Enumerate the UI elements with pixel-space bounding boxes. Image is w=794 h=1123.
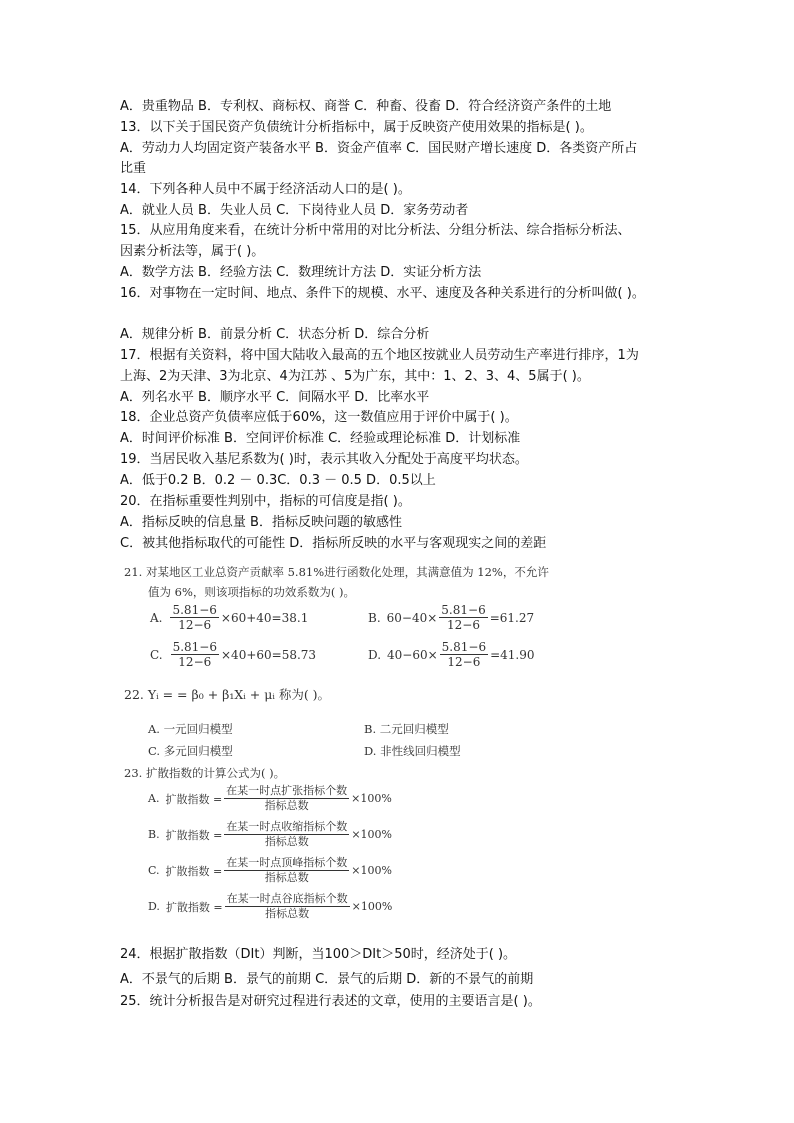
q14-options: A．就业人员 B．失业人员 C．下岗待业人员 D．家务劳动者	[120, 203, 469, 218]
q16-options: A．规律分析 B．前景分析 C．状态分析 D．综合分析	[120, 327, 430, 342]
q16-stem: 16．对事物在一定时间、地点、条件下的规模、水平、速度及各种关系进行的分析叫做( )。	[120, 286, 645, 301]
q23-option-a: A. 扩散指数 = $\frac{\text{在某一时点扩张指标个数}}{\text{指标总数}}$ ×100%	[148, 784, 392, 812]
q23-stem: 23. 扩散指数的计算公式为( )。	[124, 766, 286, 780]
q24-stem: 24．根据扩散指数（DIt）判断，当100＞DIt＞50时，经济处于( )。	[120, 947, 517, 962]
q17-stem: 17．根据有关资料，将中国大陆收入最高的五个地区按就业人员劳动生产率进行排序，1为	[120, 348, 639, 363]
q19-stem: 19．当居民收入基尼系数为( )时，表示其收入分配处于高度平均状态。	[120, 452, 528, 467]
q15-stem: 15．从应用角度来看，在统计分析中常用的对比分析法、分组分析法、综合指标分析法、	[120, 223, 631, 238]
q23-option-b: B. 扩散指数 = $\frac{\text{在某一时点收缩指标个数}}{\text{指标总数}}$ ×100%	[148, 820, 392, 848]
q21-option-d: D. 40−60× $\frac{5.81-6}{12-6}$ =41.90	[368, 640, 535, 669]
q21-stem: 21. 对某地区工业总资产贡献率 5.81%进行函数化处理，其满意值为 12%，不允许	[124, 565, 549, 579]
q22-option-c: C. 多元回归模型	[148, 744, 233, 758]
q13-options: A．劳动力人均固定资产装备水平 B．资金产值率 C．国民财产增长速度 D．各类资产所占	[120, 141, 638, 156]
q12-options: A．贵重物品 B．专利权、商标权、商誉 C．种畜、役畜 D．符合经济资产条件的土地	[120, 99, 612, 114]
q21-option-b: B. 60−40× $\frac{5.81-6}{12-6}$ =61.27	[368, 603, 535, 632]
q24-options: A．不景气的后期 B．景气的前期 C．景气的后期 D．新的不景气的前期	[120, 972, 534, 987]
q13-stem: 13．以下关于国民资产负债统计分析指标中，属于反映资产使用效果的指标是( )。	[120, 120, 593, 135]
q17-stem-cont: 上海、2为天津、3为北京、4为江苏 、5为广东，其中：1、2、3、4、5属于( )。	[120, 369, 590, 384]
q20-options-cont: C．被其他指标取代的可能性 D．指标所反映的水平与客观现实之间的差距	[120, 536, 547, 551]
q23-option-c: C. 扩散指数 = $\frac{\text{在某一时点顶峰指标个数}}{\text{指标总数}}$ ×100%	[148, 856, 392, 884]
q14-stem: 14．下列各种人员中不属于经济活动人口的是( )。	[120, 182, 411, 197]
q15-stem-cont: 因素分析法等，属于( )。	[120, 244, 265, 259]
q18-stem: 18．企业总资产负债率应低于60%，这一数值应用于评价中属于( )。	[120, 410, 518, 425]
q21-stem-cont: 值为 6%，则该项指标的功效系数为( )。	[148, 585, 356, 599]
q13-options-cont: 比重	[120, 161, 147, 176]
q20-options: A．指标反映的信息量 B．指标反映问题的敏感性	[120, 515, 402, 530]
q22-option-d: D. 非性线回归模型	[364, 744, 461, 758]
q22-stem: 22. Yᵢ = = β₀ + β₁Xᵢ + μᵢ 称为( )。	[124, 687, 331, 702]
q20-stem: 20．在指标重要性判别中，指标的可信度是指( )。	[120, 494, 411, 509]
q21-option-a: A. $\frac{5.81-6}{12-6}$ ×60+40=38.1	[150, 603, 309, 632]
q22-option-a: A. 一元回归模型	[148, 722, 233, 736]
q18-options: A．时间评价标准 B．空间评价标准 C．经验或理论标准 D．计划标准	[120, 431, 521, 446]
q23-option-d: D. 扩散指数 = $\frac{\text{在某一时点谷底指标个数}}{\text{指标总数}}$ ×100%	[148, 892, 393, 920]
q25-stem: 25．统计分析报告是对研究过程进行表述的文章，使用的主要语言是( )。	[120, 994, 541, 1009]
q17-options: A．列名水平 B．顺序水平 C．间隔水平 D．比率水平	[120, 390, 430, 405]
q15-options: A．数学方法 B．经验方法 C．数理统计方法 D．实证分析方法	[120, 265, 482, 280]
q19-options: A．低于0.2 B．0.2 － 0.3C．0.3 － 0.5 D．0.5以上	[120, 473, 436, 488]
q22-option-b: B. 二元回归模型	[364, 722, 449, 736]
q21-option-c: C. $\frac{5.81-6}{12-6}$ ×40+60=58.73	[150, 640, 317, 669]
